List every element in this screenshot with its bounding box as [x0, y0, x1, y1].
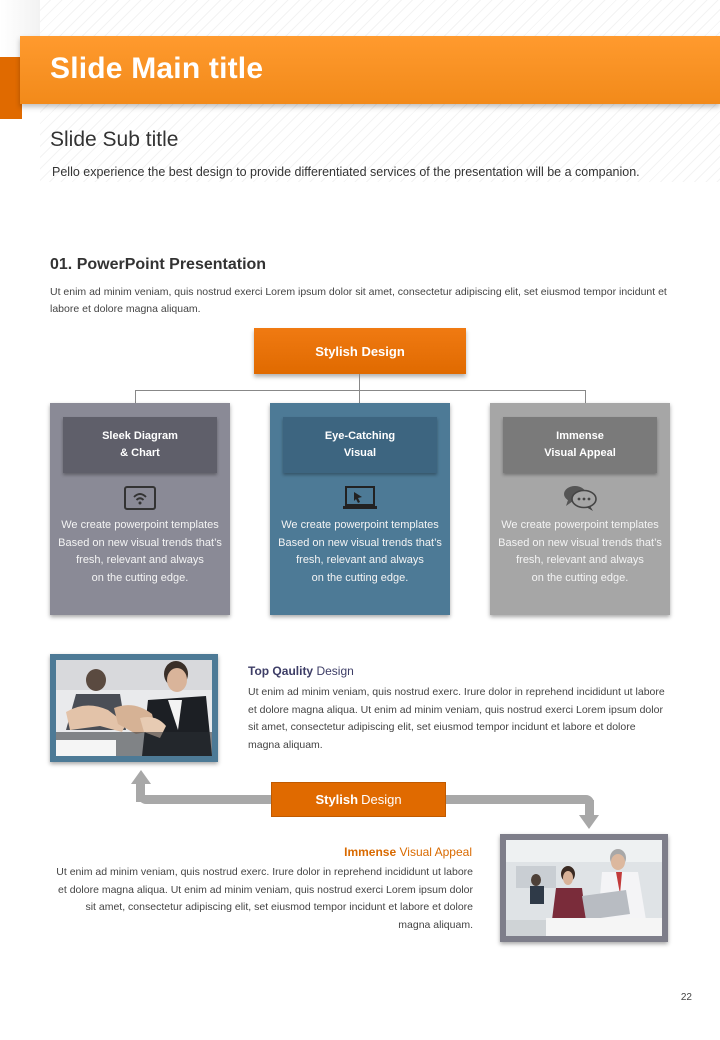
connector-right: [585, 390, 586, 403]
card-sleek-diagram: [50, 403, 230, 615]
section-text: Ut enim ad minim veniam, quis nostrud exerci Lorem ipsum dolor sit amet, consectetur adipiscing elit, set eiusmod tempor incidunt et labore et dolore magna aliquam.: [50, 286, 667, 315]
title-bar: [20, 36, 720, 104]
top-quality-heading: [248, 664, 354, 678]
card-title-line1: Immense: [556, 430, 604, 442]
top-quality-text: Ut enim ad minim veniam, quis nostrud exerc. Irure dolor in reprehend incididunt ut labore et dolore magna aliqua. Ut enim ad minim veniam, quis nostrud exerci Lorem ipsum dolor sit amet, consectetur adipiscing elit, set eiusmod tempor incidunt et labore et dolore magna aliquam.: [248, 686, 665, 751]
main-title: Slide Main title: [50, 52, 264, 85]
immense-heading: [300, 845, 472, 859]
arrow-left-horizontal: [138, 795, 272, 804]
photo-applause: [50, 654, 218, 762]
card-text: We create powerpoint templates Based on new visual trends that’s fresh, relevant and always on the cutting edge.: [498, 519, 662, 584]
tablet-wifi-icon: [123, 485, 157, 511]
immense-text: Ut enim ad minim veniam, quis nostrud exerc. Irure dolor in reprehend incididunt ut labore et dolore magna aliqua. Ut enim ad minim veniam, quis nostrud exerci Lorem ipsum dolor sit amet, consectetur adipiscing elit, set eiusmod tempor incidunt et labore et dolore magna aliquam.: [56, 866, 473, 931]
section-heading: 01. PowerPoint Presentation: [50, 256, 267, 273]
card-text: We create powerpoint templates Based on new visual trends that’s fresh, relevant and always on the cutting edge.: [58, 519, 222, 584]
top-quality-bold: Top Qaulity: [248, 664, 314, 678]
arrow-right-horizontal: [446, 795, 594, 804]
chat-bubbles-icon: [562, 484, 598, 512]
connector-middle: [359, 390, 360, 403]
connector-horizontal: [135, 390, 585, 391]
photo-office-inner: [506, 840, 662, 936]
flow-label-box: [271, 782, 446, 817]
card-icon-wrap: [490, 483, 670, 513]
arrow-right-vertical: [585, 800, 594, 816]
top-quality-rest: Design: [313, 664, 354, 678]
card-title: [283, 417, 437, 473]
card-title-line1: Eye-Catching: [324, 430, 396, 442]
flow-label-bold: Stylish: [315, 792, 359, 807]
flow-label-rest: Design: [361, 792, 402, 807]
immense-rest: Visual Appeal: [396, 845, 472, 859]
arrow-left-vertical: [136, 782, 145, 802]
card-title-line2: Visual Appeal: [544, 447, 616, 459]
diagram-top-box: [254, 328, 466, 374]
card-icon-wrap: [50, 483, 230, 513]
card-eye-catching: [270, 403, 450, 615]
card-immense-visual: [490, 403, 670, 615]
connector-vertical: [359, 374, 360, 391]
immense-bold: Immense: [344, 845, 397, 859]
photo-applause-inner: [56, 660, 212, 756]
applause-image: [56, 660, 212, 756]
office-image: [506, 840, 662, 936]
monitor-cursor-icon: [342, 485, 378, 511]
card-title: [63, 417, 217, 473]
connector-left: [135, 390, 136, 403]
card-icon-wrap: [270, 483, 450, 513]
card-title-line1: Sleek Diagram: [102, 430, 178, 442]
photo-office: [500, 834, 668, 942]
card-title-line2: & Chart: [120, 447, 160, 459]
card-title-line2: Visual: [343, 447, 377, 459]
sub-title: Slide Sub title: [50, 128, 179, 151]
diagram-top-label: Stylish Design: [315, 343, 405, 359]
page-number: 22: [680, 992, 692, 1003]
title-tab-accent: [0, 57, 22, 119]
arrow-down-head: [579, 815, 599, 829]
card-text: We create powerpoint templates Based on new visual trends that’s fresh, relevant and always on the cutting edge.: [278, 519, 442, 584]
arrow-up-head: [131, 770, 151, 784]
sub-title-text: Pello experience the best design to provide differentiated services of the presentation will be a companion.: [52, 165, 640, 179]
card-title: [503, 417, 657, 473]
